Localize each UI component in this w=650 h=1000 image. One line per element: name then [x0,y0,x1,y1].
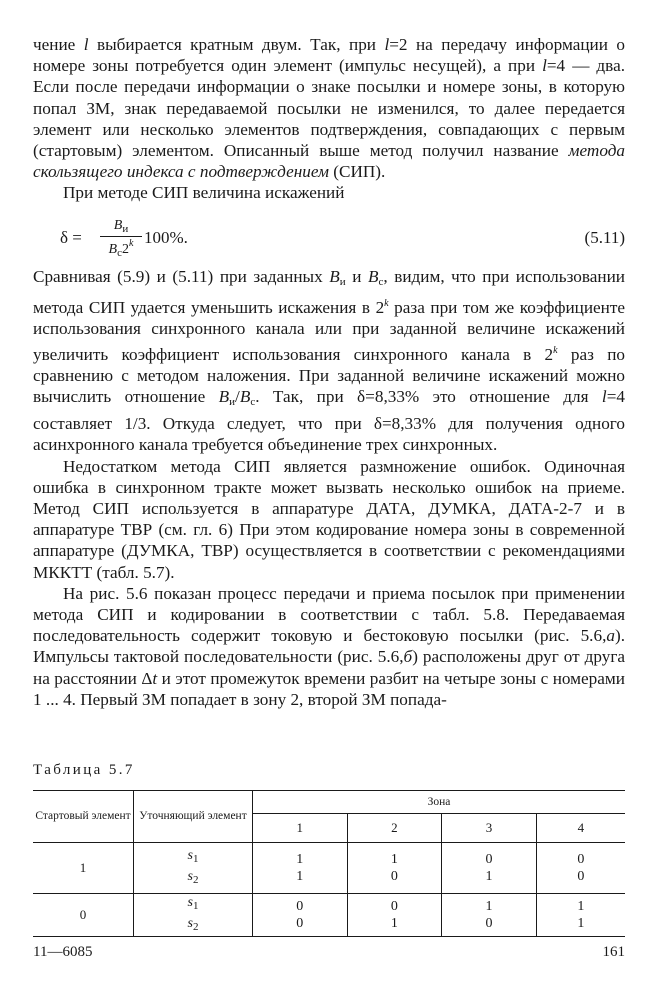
start-value: 1 [33,843,134,894]
start-value: 0 [33,894,134,937]
header-refining-element: Уточняющий элемент [134,791,253,843]
zone-3-values: 0 1 [442,843,537,894]
header-zone-4: 4 [536,814,625,843]
header-zone-2: 2 [347,814,442,843]
body-text-upper [33,34,625,204]
zone-coding-table [33,790,625,937]
table-header-row [33,791,625,814]
formula-5-11 [60,218,625,262]
zone-4-values: 1 1 [536,894,625,937]
body-text-lower [33,266,625,710]
zone-1-values: 0 0 [253,894,348,937]
formula-fraction [100,218,142,259]
zone-2-values: 0 1 [347,894,442,937]
equation-number: (5.11) [584,228,625,247]
formula-denominator: $B_с2^k$ [108,238,134,259]
zone-3-values: 1 0 [442,894,537,937]
table-row [33,843,625,894]
formula-factor: 100%. [144,228,188,247]
refining-symbols: $s_1$ $s_2$ [134,894,253,937]
paragraph-drawbacks: Недостатком метода СИП является размножение ошибок. Одиночная ошибка в синхронном тракте может вызвать несколько ошибок на приеме. Метод СИП используется в аппаратуре ДАТА, ДУМКА, ДАТА-2-7 и в аппаратуре ТВР (см. гл. 6) При этом кодирование номера зоны в современной аппаратуре (ДУМКА, ТВР) осуществляется в соответствии с рекомендациями МККТТ (табл. 5.7). [33,456,625,582]
paragraph-zone-coding: чение l выбирается кратным двум. Так, при l=2 на передачу информации о номере зоны потребуется один элемент (импульс несущей), а при l=4 — два. Если после передачи информации о знаке посылки и номере зоны, в которую попал ЗМ, знак передаваемой посылки не изменился, то далее передается элемент или несколько элементов подтверждения, совпадающих с первым (стартовым) элементом. Описанный выше метод получил название метода скользящего индекса с подтверждением (СИП). [33,35,625,182]
paragraph-distortion-intro: При методе СИП величина искажений [63,183,345,203]
refining-symbols: $s_1$ $s_2$ [134,843,253,894]
printer-signature: 11—6085 [33,944,93,960]
header-start-element: Стартовый элемент [33,791,134,843]
header-zone-1: 1 [253,814,348,843]
formula-numerator: $B_и$ [100,218,142,237]
table-row [33,894,625,937]
header-zone-3: 3 [442,814,537,843]
table-caption: Таблица 5.7 [33,762,135,778]
page-number: 161 [602,944,625,960]
paragraph-figure-description: На рис. 5.6 показан процесс передачи и приема посылок при применении метода СИП и кодировании в соответствии с табл. 5.8. Передаваемая последовательность содержит токовую и бестоковую посылки (рис. 5.6,а). Импульсы тактовой последовательности (рис. 5.6,б) расположены друг от друга на расстоянии Δt и этот промежуток времени разбит на четыре зоны с номерами 1 ... 4. Первый ЗМ попадает в зону 2, второй ЗМ попада- [33,583,625,709]
zone-1-values: 1 1 [253,843,348,894]
formula-lhs: δ = [60,228,82,247]
zone-2-values: 1 0 [347,843,442,894]
method-name-emphasis: метода скользящего индекса с подтверждением [33,141,625,182]
zone-4-values: 0 0 [536,843,625,894]
paragraph-comparison: Сравнивая (5.9) и (5.11) при заданных $B_и$ и $B_с$, видим, что при использовании метода СИП удается уменьшить искажения в 2$^k$ раза при том же коэффициенте использования синхронного канала или при заданной величине искажений увеличить коэффициент использования синхронного канала в 2$^k$ раз по сравнению с методом наложения. При заданной величине искажений можно вычислить отношение $B_и/B_с$. Так, при δ=8,33% это отношение для l=4 составляет 1/3. Откуда следует, что при δ=8,33% для получения одного асинхронного канала требуется объединение трех синхронных. [33,267,626,455]
header-zone: Зона [253,791,626,814]
